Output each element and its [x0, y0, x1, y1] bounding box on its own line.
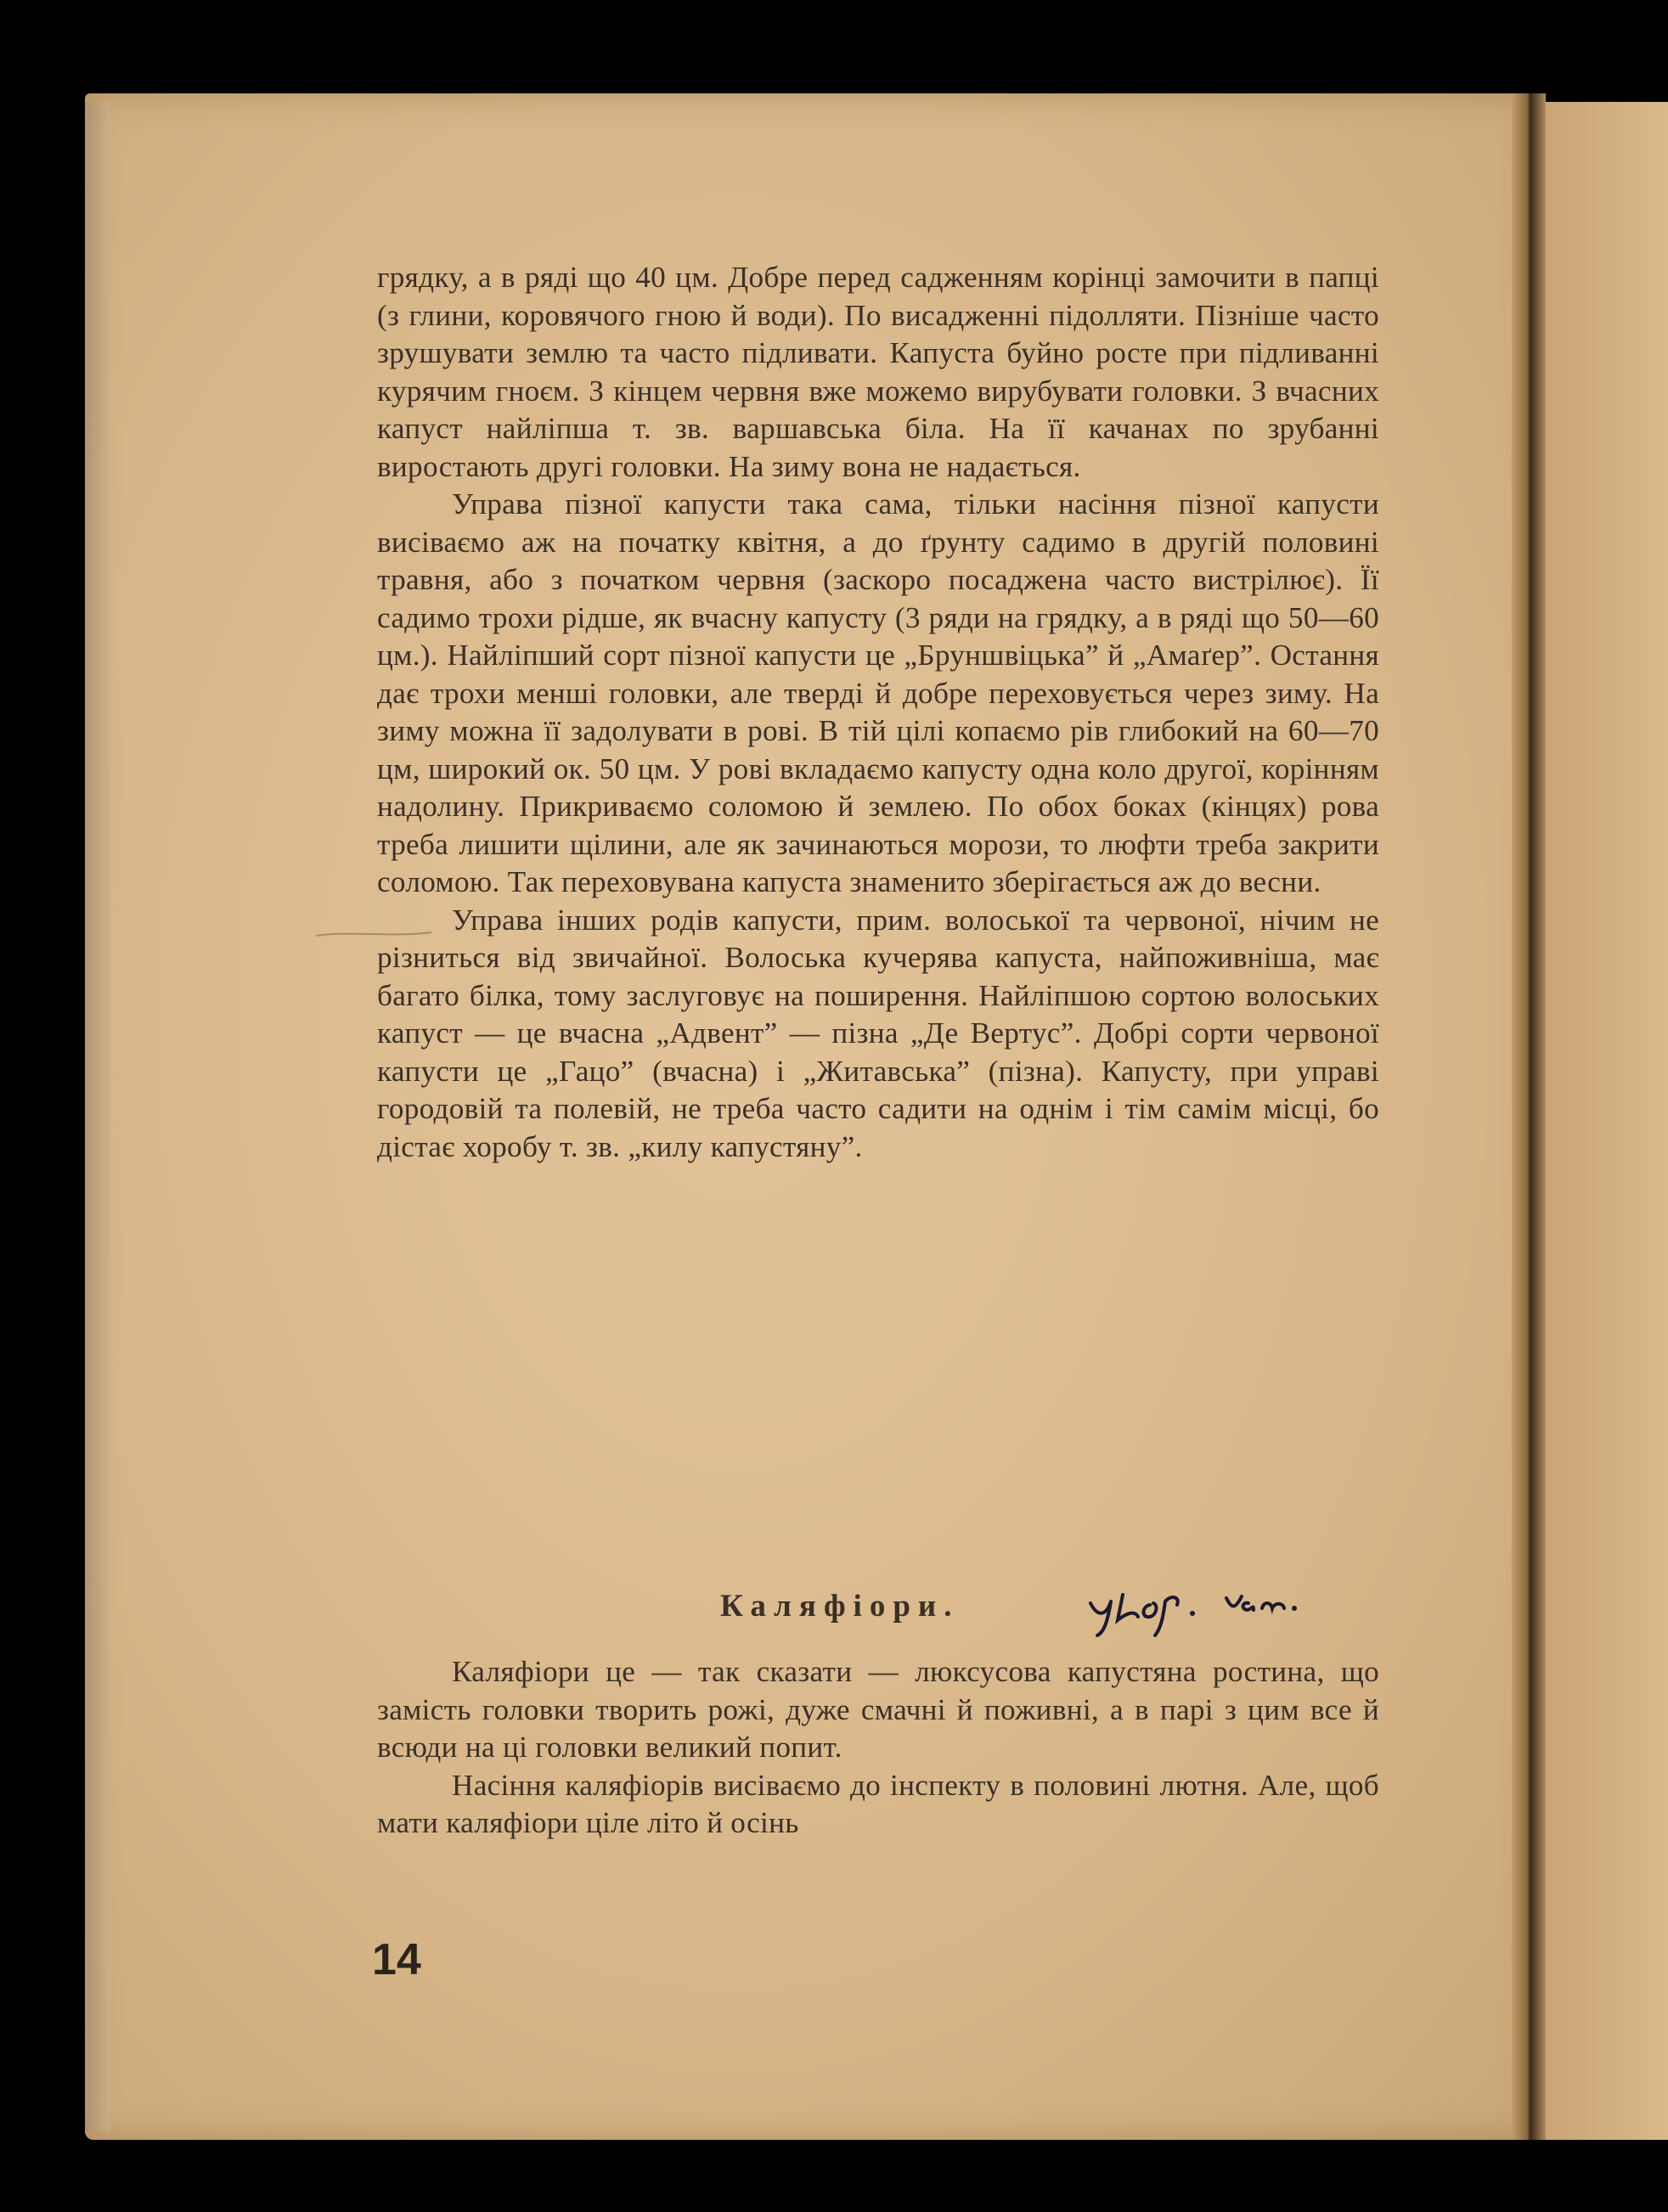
body-text-top: [377, 259, 1379, 1166]
page-number: 14: [372, 1935, 421, 1984]
handwritten-signature-icon: [1082, 1579, 1388, 1639]
book-spine-gutter: [1512, 93, 1546, 2140]
section-heading-row: [377, 1579, 1379, 1639]
paragraph: Управа пізної капусти така сама, тільки насіння пізної капусти висіваємо аж на початку квітня, а до ґрунту садимо в другій половині травня, або з початком червня (заскоро посаджена часто вистрілює). Її садимо трохи рідше, як вчасну капусту (3 ряди на грядку, а в ряді що 50—60 цм.). Найліпший сорт пізної капусти це „Бруншвіцька” й „Амаґер”. Остання дає трохи менші головки, але тверді й добре переховується через зиму. На зиму можна її задолувати в рові. В тій цілі копаємо рів глибокий на 60—70 цм, широкий ок. 50 цм. У рові вкладаємо капусту одна коло другої, корінням надолину. Прикриваємо соломою й землею. По обох боках (кінцях) рова треба лишити щілини, але як зачинаються морози, то люфти треба закрити соломою. Так переховувана капуста знаменито зберігається аж до весни.: [377, 487, 1379, 898]
section-heading: Каляфіори.: [720, 1589, 960, 1624]
paragraph: Каляфіори це — так сказати — люксусова капустяна ростина, що замість головки творить рожі, дуже смачні й поживні, а в парі з цим все й всюди на ці головки великий попит.: [377, 1655, 1379, 1764]
body-text-bottom: [377, 1653, 1379, 1843]
paragraph: Насіння каляфіорів висіваємо до інспекту в половині лютня. Але, щоб мати каляфіори ціле літо й осінь: [377, 1768, 1379, 1839]
facing-page-edge: [1546, 102, 1668, 2140]
pencil-mark-icon: [314, 926, 433, 943]
paragraph: грядку, а в ряді що 40 цм. Добре перед садженням корінці замочити в папці (з глини, коровячого гною й води). По висадженні підолляти. Пізніше часто зрушувати землю та часто підливати. Капуста буйно росте при підливанні курячим гноєм. З кінцем червня вже можемо вирубувати головки. З вчасних капуст найліпша т. зв. варшавська біла. На її качанах по зрубанні виростають другі головки. На зиму вона не надається.: [377, 261, 1379, 483]
paragraph: Управа інших родів капусти, прим. волоської та червоної, нічим не різниться від звичайної. Волоська кучерява капуста, найпоживніша, має багато білка, тому заслуговує на поширення. Найліпшою сортою волоських капуст — це вчасна „Адвент” — пізна „Де Вертус”. Добрі сорти червоної капусти це „Гацо” (вчасна) і „Житавська” (пізна). Капусту, при управі городовій та полевій, не треба часто садити на однім і тім самім місці, бо дістає хоробу т. зв. „килу капустяну”.: [377, 903, 1379, 1163]
page-edge-shadow: [85, 102, 110, 2131]
